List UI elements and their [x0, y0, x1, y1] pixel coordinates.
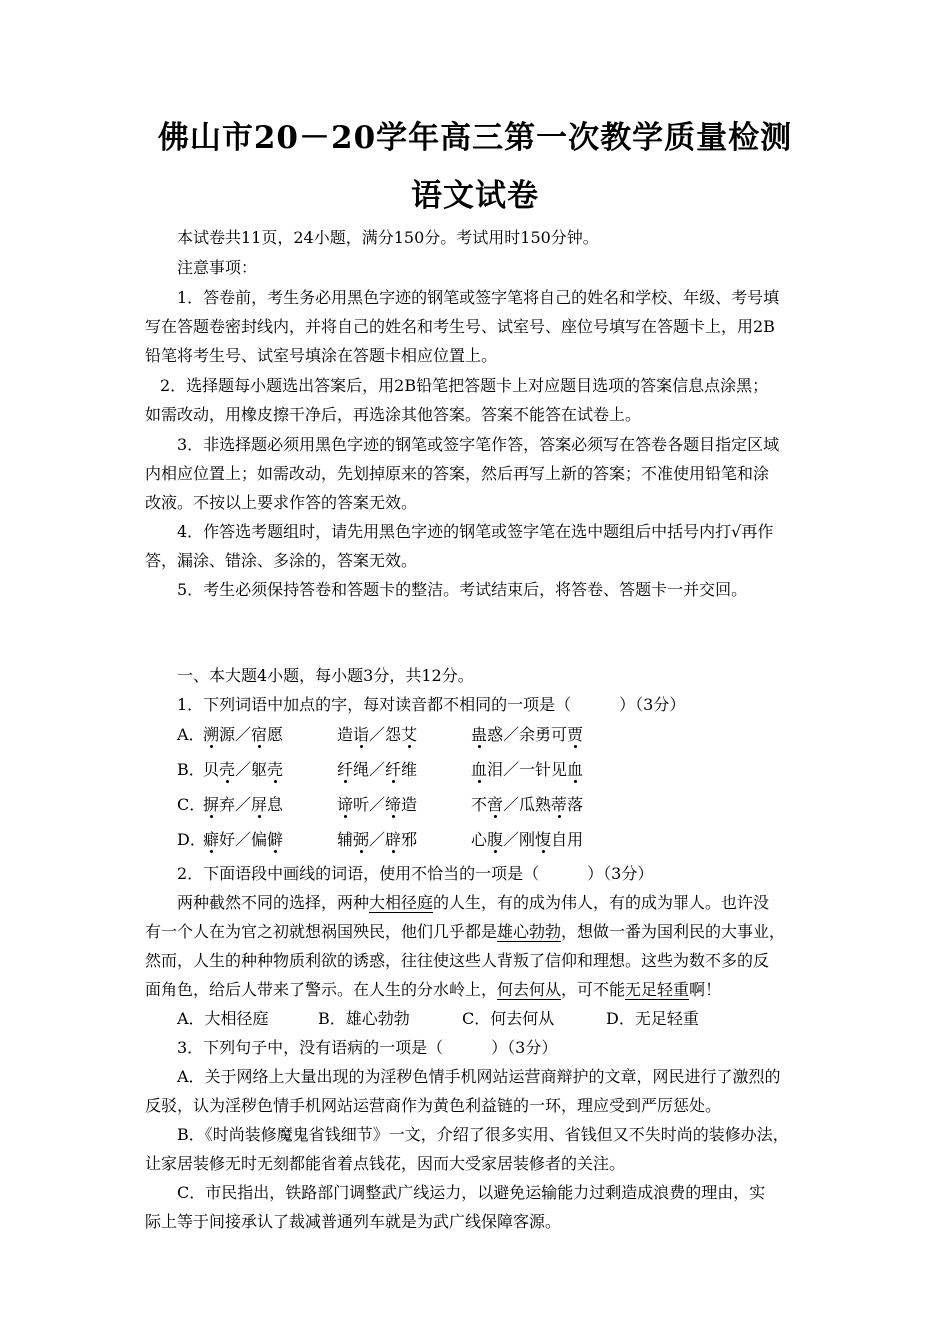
- q1-option-c-pair-1: 摒弃／屏息: [203, 795, 284, 814]
- note-5-line-1: 5．考生必须保持答卷和答题卡的整洁。考试结束后，将答卷、答题卡一并交回。: [177, 580, 748, 599]
- q3-option-a-line-1: A．关于网络上大量出现的为淫秽色情手机网站运营商辩护的文章，网民进行了激烈的: [177, 1067, 781, 1086]
- emphasis-char: 纤: [337, 760, 354, 779]
- q2-passage-line-1: 两种截然不同的选择，两种大相径庭的人生，有的成为伟人，有的成为罪人。也许没: [177, 893, 770, 912]
- note-2-line-2: 如需改动，用橡皮擦干净后，再选涂其他答案。答案不能答在试卷上。: [145, 405, 642, 424]
- emphasis-char: 癖: [203, 830, 220, 849]
- emphasis-char: 屏: [251, 795, 268, 814]
- note-2-line-1: 2．选择题每小题选出答案后，用2B铅笔把答题卡上对应题目选项的答案信息点涂黑；: [160, 376, 769, 395]
- underlined-phrase: 无足轻重: [625, 980, 690, 999]
- emphasis-char: 纤: [385, 760, 402, 779]
- q1-option-d-pair-2: 辅弼／辟邪: [337, 830, 418, 849]
- emphasis-char: 辟: [385, 830, 402, 849]
- emphasis-char: 摒: [203, 795, 220, 814]
- q3-stem: 3．下列句子中，没有语病的一项是（ ）（3分）: [177, 1038, 558, 1057]
- q2-choice-d: D．无足轻重: [606, 1009, 699, 1028]
- underlined-phrase: 雄心勃勃: [497, 922, 562, 941]
- exam-title: 佛山市20－20学年高三第一次教学质量检测: [157, 120, 793, 156]
- q2-passage-line-2: 有一个人在为官之初就想祸国殃民，他们几乎都是雄心勃勃，想做一番为国利民的大事业，: [145, 922, 786, 941]
- emphasis-char: 弼: [353, 830, 370, 849]
- q2-passage-line-3: 然而，人生的种种物质利欲的诱惑，往往使这些人背叛了信仰和理想。这些为数不多的反: [145, 951, 770, 970]
- q1-option-b-pair-3: 血泪／一针见血: [471, 760, 584, 779]
- note-1-line-3: 铅笔将考生号、试室号填涂在答题卡相应位置上。: [145, 346, 498, 365]
- q2-choice-a: A．大相径庭: [177, 1009, 269, 1028]
- q1-option-a-pair-2: 造诣／怨艾: [337, 725, 418, 744]
- exam-subtitle: 语文试卷: [411, 178, 539, 214]
- q1-option-a-pair-1: 溯源／宿愿: [203, 725, 284, 744]
- emphasis-char: 艾: [401, 725, 418, 744]
- q2-choice-c: C．何去何从: [462, 1009, 555, 1028]
- q1-option-b-label: B．: [177, 760, 205, 779]
- emphasis-char: 缔: [385, 795, 402, 814]
- q3-option-b-line-1: B．《时尚装修魔鬼省钱细节》一文，介绍了很多实用、省钱但又不失时尚的装修办法，: [177, 1125, 789, 1144]
- emphasis-char: 愎: [535, 830, 552, 849]
- note-3-line-1: 3．非选择题必须用黑色字迹的钢笔或签字笔作答，答案必须写在答卷各题目指定区域: [177, 435, 780, 454]
- emphasis-char: 僻: [267, 830, 284, 849]
- emphasis-char: 壳: [267, 760, 284, 779]
- q1-stem: 1．下列词语中加点的字，每对读音都不相同的一项是（ ）（3分）: [177, 695, 686, 714]
- q2-stem: 2．下面语段中画线的词语，使用不恰当的一项是（ ）（3分）: [177, 864, 654, 883]
- emphasis-char: 谛: [337, 795, 354, 814]
- emphasis-char: 蒂: [551, 795, 568, 814]
- q1-option-c-label: C．: [177, 795, 206, 814]
- q1-option-c-pair-2: 谛听／缔造: [337, 795, 418, 814]
- q1-option-d-label: D．: [177, 830, 206, 849]
- emphasis-char: 诣: [353, 725, 370, 744]
- q1-option-a-label: A．: [177, 725, 205, 744]
- underlined-phrase: 何去何从: [497, 980, 562, 999]
- q1-option-b-pair-2: 纤绳／纤维: [337, 760, 418, 779]
- exam-summary: 本试卷共11页，24小题，满分150分。考试用时150分钟。: [177, 228, 599, 247]
- q1-option-b-pair-1: 贝壳／躯壳: [203, 760, 284, 779]
- q1-option-a-pair-3: 蛊惑／余勇可贾: [471, 725, 584, 744]
- note-3-line-3: 改液。不按以上要求作答的答案无效。: [145, 493, 418, 512]
- emphasis-char: 血: [567, 760, 584, 779]
- emphasis-char: 腹: [487, 830, 504, 849]
- notice-heading: 注意事项：: [177, 258, 258, 277]
- q2-passage-line-4: 面角色，给后人带来了警示。在人生的分水岭上，何去何从，可不能无足轻重啊！: [145, 980, 722, 999]
- q2-choice-b: B．雄心勃勃: [318, 1009, 410, 1028]
- q3-option-a-line-2: 反驳，认为淫秽色情手机网站运营商作为黄色利益链的一环，理应受到严厉惩处。: [145, 1096, 722, 1115]
- emphasis-char: 溯: [203, 725, 220, 744]
- q1-option-d-pair-3: 心腹／刚愎自用: [471, 830, 584, 849]
- underlined-phrase: 大相径庭: [369, 893, 434, 912]
- q1-option-d-pair-1: 癖好／偏僻: [203, 830, 284, 849]
- note-3-line-2: 内相应位置上；如需改动，先划掉原来的答案，然后再写上新的答案；不准使用铅笔和涂: [145, 464, 770, 483]
- q3-option-b-line-2: 让家居装修无时无刻都能省着点钱花，因而大受家居装修者的关注。: [145, 1154, 626, 1173]
- note-4-line-1: 4．作答选考题组时，请先用黑色字迹的钢笔或签字笔在选中题组后中括号内打√再作: [177, 522, 774, 541]
- note-4-line-2: 答，漏涂、错涂、多涂的，答案无效。: [145, 551, 418, 570]
- q3-option-c-line-2: 际上等于间接承认了裁减普通列车就是为武广线保障客源。: [145, 1212, 562, 1231]
- q1-option-c-pair-3: 不啻／瓜熟蒂落: [471, 795, 584, 814]
- emphasis-char: 蛊: [471, 725, 488, 744]
- emphasis-char: 啻: [487, 795, 504, 814]
- q3-option-c-line-1: C．市民指出，铁路部门调整武广线运力，以避免运输能力过剩造成浪费的理由，实: [177, 1183, 766, 1202]
- section-heading: 一、本大题4小题，每小题3分，共12分。: [177, 666, 474, 685]
- emphasis-char: 贾: [567, 725, 584, 744]
- emphasis-char: 血: [471, 760, 488, 779]
- note-1-line-2: 写在答题卷密封线内，并将自己的姓名和考生号、试室号、座位号填写在答题卡上，用2B: [145, 317, 775, 336]
- emphasis-char: 宿: [251, 725, 268, 744]
- emphasis-char: 壳: [219, 760, 236, 779]
- note-1-line-1: 1．答卷前，考生务必用黑色字迹的钢笔或签字笔将自己的姓名和学校、年级、考号填: [177, 288, 780, 307]
